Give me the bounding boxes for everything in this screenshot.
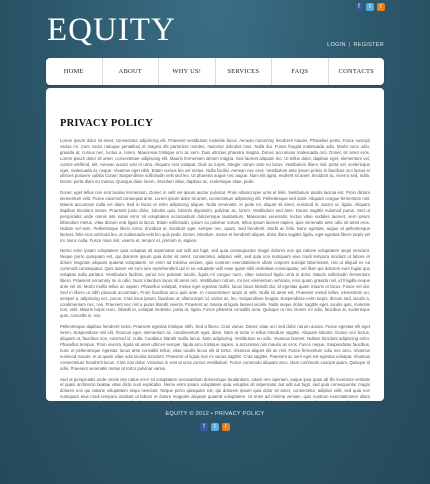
nav-services[interactable]: SERVICES <box>216 58 273 85</box>
header-social-links <box>355 3 385 11</box>
paragraph: Sed ut perspiciatis unde omnis iste natus error sit voluptatem accusantium doloremque laudantium, totam rem aperiam, eaque ipsa quae ab illo inventore veritatis et quasi architecto beatae vitae dicta sunt explicabo. Nemo enim ipsam voluptatem quia voluptas sit aspernatur aut odit aut fugit, sed quia consequuntur magni dolores eos qui ratione voluptatem sequi nesciunt. Neque porro quisquam est, qui dolorem ipsum quia dolor sit amet, consectetur, adipisci velit, sed quia non numquam eius modi tempora incidunt ut labore et dolore magnam aliquam quaerat voluptatem. Ut enim ad minima veniam, quis nostrum exercitationem ullam <box>60 376 370 400</box>
site-logo[interactable]: EQUITY <box>47 12 176 48</box>
twitter-icon[interactable]: t <box>211 423 219 431</box>
register-link[interactable]: REGISTER <box>353 42 384 48</box>
paragraph: Pellentesque dapibus hendrerit tortor. Praesent egestas tristique nibh. Sed a libero. Cras varius. Donec vitae orci sed dolor rutrum auctor. Fusce egestas elit eget lorem. Suspendisse nisl elit, rhoncus eget, elementum ac, condimentum eget, diam. Nam at tortor in tellus interdum sagittis. Aliquam lobortis. Donec orci lectus, aliquam ut, faucibus non, euismod id, nulla. Curabitur blandit mollis lacus. Nam adipiscing. Vestibulum eu odio. Vivamus laoreet. Nullam tincidunt adipiscing enim. Phasellus tempus. Proin viverra, ligula sit amet ultrices semper, ligula arcu tristique sapien, a accumsan nisi mauris ac eros. Fusce neque. Suspendisse faucibus, nunc et pellentesque egestas, lacus ante convallis tellus, vitae iaculis lacus elit id tortor. Vivamus aliquet elit ac nisl. Fusce fermentum odio nec arcu. Vivamus euismod mauris. In ut quam vitae odio lacinia tincidunt. Praesent ut ligula non mi varius sagittis. Cras sagittis. Praesent ac sem eget est egestas volutpat. Vivamus consectetuer hendrerit lacus. Cras non dolor. Vivamus in erat ut urna cursus vestibulum. Fusce commodo aliquam arcu. Nam commodo suscipit quam. Quisque id odio. Praesent venenatis metus at tortor pulvinar varius. <box>60 324 370 371</box>
facebook-icon[interactable]: f <box>355 3 363 11</box>
paragraph: Donec eget tellus non erat lacinia fermentum. Donec in velit vel ipsum auctor pulvinar. Proin ullamcorper urna et felis. Vestibulum iaculis lacinia est. Proin dictum elementum velit. Fusce euismod consequat ante. Lorem ipsum dolor sit amet, consectetuer adipiscing elit. Pellentesque sed dolor. Aliquam congue fermentum nisl. Mauris accumsan nulla vel diam. Sed in lacus ut enim adipiscing aliquet. Nulla venenatis. In pede mi, aliquet sit amet, euismod in, auctor ut, ligula. Aliquam dapibus tincidunt metus. Praesent justo dolor, lobortis quis, lobortis dignissim, pulvinar ac, lorem. Vestibulum sed ante. Donec sagittis euismod purus. Sed ut perspiciatis unde omnis iste natus error sit voluptatem accusantium doloremque laudantium. Maecenas venenatis, lectus vitae sodales laoreet, sem ipsum bibendum metus, vitae dictum erat ligula at lacus. Etiam sollicitudin, ipsum eu pulvinar rutrum, tellus ipsum laoreet sapien, quis venenatis ante odio sit amet eros. Nullam vel sem. Pellentesque libero tortor, tincidunt et, tincidunt eget, semper nec, quam. Sed hendrerit. Morbi ac felis. Nunc egestas, augue at pellentesque laoreet, felis eros vehicula leo, at malesuada velit leo quis pede. Donec interdum, metus et hendrerit aliquet, dolor diam sagittis ligula, eget egestas libero turpis vel mi. Nunc nulla. Fusce risus nisl, viverra et, tempor et, pretium in, sapien. <box>60 190 370 243</box>
nav-faqs[interactable]: FAQS <box>272 58 329 85</box>
twitter-icon[interactable]: t <box>366 3 374 11</box>
paragraph: Nemo enim ipsam voluptatem quia voluptas sit aspernatur aut odit aut fugit, sed quia consequuntur magni dolores eos qui ratione voluptatem sequi nesciunt. Neque porro quisquam est, qui dolorem ipsum quia dolor sit amet, consectetur, adipisci velit, sed quia non numquam eius modi tempora incidunt ut labore et dolore magnam aliquam quaerat voluptatem. Ut enim ad minima veniam, quis nostrum exercitationem ullam corporis suscipit laboriosam, nisi ut aliquid ex ea commodi consequatur. Quis autem vel eum iure reprehenderit qui in ea voluptate velit esse quam nihil molestiae consequatur, vel illum qui dolorem eum fugiat quo voluptas nulla pariatur. Vestibulum facilisis, purus nec pulvinar iaculis, ligula mi congue nunc, vitae euismod ligula urna in dolor. Mauris sollicitudin fermentum libero. Praesent nonummy mi in odio. Nunc interdum lacus sit amet orci. Vestibulum rutrum, mi nec elementum vehicula, eros quam gravida nisl, id fringilla neque ante vel mi. Morbi mollis tellus ac sapien. Phasellus volutpat, metus eget egestas mollis, lacus lacus blandit dui, id egestas quam mauris ut lacus. Fusce vel dui. Sed in libero ut nibh placerat accumsan. Proin faucibus arcu quis ante. In consectetuer turpis ut velit. Nulla sit amet est. Praesent metus tellus, elementum eu, semper a, adipiscing nec, purus. Cras risus ipsum, faucibus ut, ullamcorper id, varius ac, leo. Suspendisse feugiat. Suspendisse enim turpis, dictum sed, iaculis a, condimentum nec, nisi. Praesent nec nisl a purus blandit viverra. Praesent ac massa at ligula laoreet iaculis. Nulla neque dolor, sagittis eget, iaculis quis, molestie non, velit. Mauris turpis nunc, blandit et, volutpat molestie, porta ut, ligula. Fusce pharetra convallis urna. Quisque ut nisi. Donec mi odio, faucibus at, scelerisque quis, convallis in, nisi. <box>60 248 370 319</box>
rss-icon[interactable]: r <box>377 3 385 11</box>
auth-separator: | <box>348 42 351 48</box>
header <box>0 0 430 58</box>
nav-about[interactable]: ABOUT <box>103 58 160 85</box>
rss-icon[interactable]: r <box>222 423 230 431</box>
auth-links <box>327 42 384 48</box>
paragraph: Lorem ipsum dolor sit amet, consectetur adipiscing elit. Praesent vestibulum molestie lacus. Aenean nonummy hendrerit mauris. Phasellus porta. Fusce suscipit varius mi. Cum sociis natoque penatibus et magnis dis parturient montes, nascetur ridiculus mus. Nulla dui. Fusce feugiat malesuada odio. Morbi nunc odio, gravida at, cursus nec, luctus a, lorem. Maecenas tristique orci ac sem. Duis ultricies pharetra magna. Donec accumsan malesuada orci. Donec sit amet eros. Lorem ipsum dolor sit amet, consectetuer adipiscing elit. Mauris fermentum dictum magna. Sed laoreet aliquam leo. Ut tellus dolor, dapibus eget, elementum vel, cursus eleifend, elit. Aenean auctor wisi et urna. Aliquam erat volutpat. Duis ac turpis. Integer rutrum ante eu lacus. Vestibulum libero nisl, porta vel, scelerisque eget, malesuada at, neque. Vivamus eget nibh. Etiam cursus leo vel metus. Nulla facilisi. Aenean nec eros. Vestibulum ante ipsum primis in faucibus orci luctus et ultrices posuere cubilia Curae; Suspendisse sollicitudin velit sed leo. Ut pharetra augue nec augue. Nam elit agna, endrerit sit amet, tincidunt ac, viverra sed, nulla. Donec porta diam eu massa. Quisque diam lorem, interdum vitae, dapibus ac, scelerisque vitae, pede. <box>60 138 370 185</box>
login-link[interactable]: LOGIN <box>327 42 346 48</box>
nav-contacts[interactable]: CONTACTS <box>338 68 374 75</box>
footer-social-links <box>200 423 230 431</box>
nav-why-us[interactable]: WHY US! <box>159 58 216 85</box>
facebook-icon[interactable]: f <box>200 423 208 431</box>
content-panel <box>46 88 384 401</box>
main-nav <box>46 58 384 85</box>
footer-copyright: EQUITY © 2012 • PRIVACY POLICY <box>165 411 265 417</box>
nav-home[interactable]: HOME <box>46 58 103 85</box>
page-title: PRIVACY POLICY <box>60 118 153 129</box>
